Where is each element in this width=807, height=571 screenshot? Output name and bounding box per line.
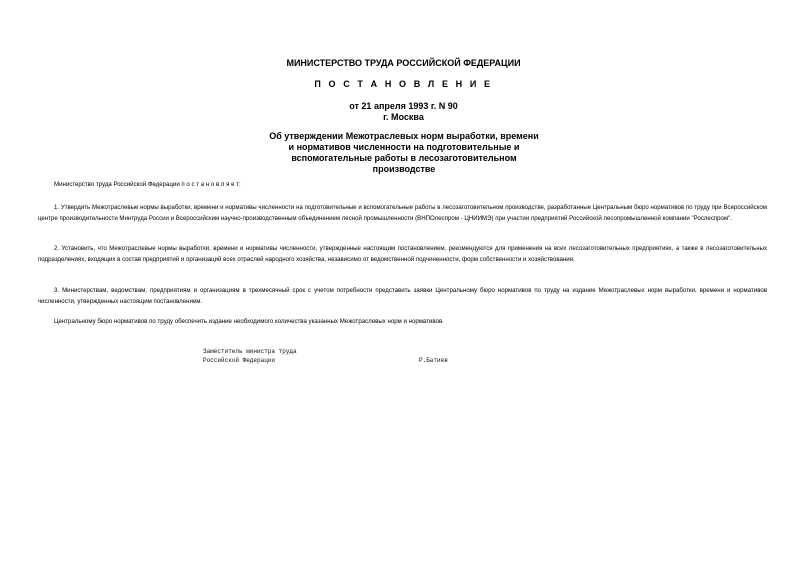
subject-line: и нормативов численности на подготовительные и bbox=[288, 142, 520, 152]
paragraph-2: 2. Установить, что Межотраслевые нормы выработки, времени и нормативы численности, утвержденные настоящим постановлением, рекомендуются для применения на всех лесозаготовительных предприятиях, а также в лесозаготовительных подразделениях, входящих в состав предприятий и организаций всех отраслей народного хозяйства, независимо от ведомственной подчиненности, форм собственности и хозяйствования. bbox=[38, 245, 767, 264]
subject-line: Об утверждении Межотраслевых норм выработки, времени bbox=[269, 131, 539, 141]
document-city: г. Москва bbox=[383, 112, 424, 122]
resolution-intro: Министерство труда Российской Федерации п о с т а н о в л я е т: bbox=[54, 181, 241, 188]
document-type-heading: П О С Т А Н О В Л Е Н И Е bbox=[314, 79, 493, 89]
signatory-position-line-1: Заместитель министра труда bbox=[203, 348, 297, 355]
paragraph-1: 1. Утвердить Межотраслевые нормы выработки, времени и нормативы численности на подготовительные и вспомогательные работы в лесозаготовительном производстве, разработанные Центральным бюро нормативов по труду при Всероссийском центре производительности Минтруда России и Всероссийским научно-производственным объединением лесной промышленности (ВНПОлеспром - ЦНИИМЭ) при участии предприятий Российской лесопромышленной компании "Рослеспром". bbox=[38, 204, 767, 223]
document-subject bbox=[253, 131, 555, 175]
signatory-name: Р.Батиев bbox=[419, 357, 448, 364]
document-date-number: от 21 апреля 1993 г. N 90 bbox=[349, 101, 458, 111]
paragraph-4: Центральному бюро нормативов по труду обеспечить издание необходимого количества указанных Межотраслевых норм и нормативов. bbox=[54, 318, 444, 325]
subject-line: вспомогательные работы в лесозаготовительном bbox=[291, 153, 517, 163]
ministry-heading: МИНИСТЕРСТВО ТРУДА РОССИЙСКОЙ ФЕДЕРАЦИИ bbox=[286, 58, 521, 68]
subject-line: производстве bbox=[372, 164, 436, 174]
signatory-position-line-2: Российской Федерации bbox=[203, 357, 276, 364]
paragraph-3: 3. Министерствам, ведомствам, предприятиям и организациям в трехмесячный срок с учетом потребности представить заявки Центральному бюро нормативов по труду на издание Межотраслевых норм выработки, времени и нормативов численности, утвержденных настоящим постановлением. bbox=[38, 287, 767, 306]
